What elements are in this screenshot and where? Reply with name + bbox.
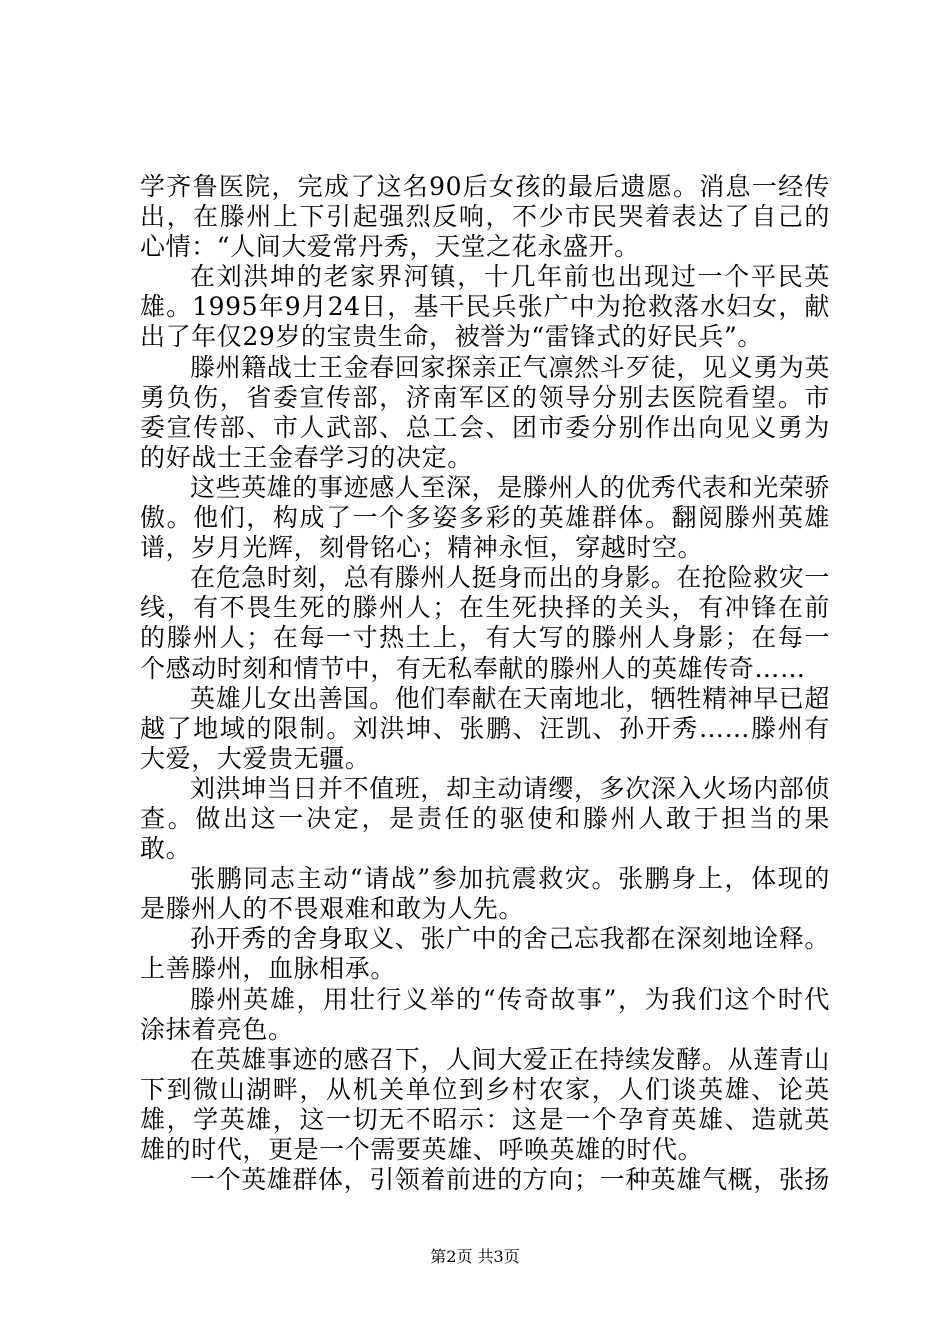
paragraph: 这些英雄的事迹感人至深，是滕州人的优秀代表和光荣骄傲。他们，构成了一个多姿多彩的英雄群体。翻阅滕州英雄谱，岁月光辉，刻骨铭心；精神永恒，穿越时空。 xyxy=(140,472,831,563)
paragraph: 学齐鲁医院，完成了这名90后女孩的最后遗愿。消息一经传出，在滕州上下引起强烈反响，不少市民哭着表达了自己的心情：“人间大爱常丹秀，天堂之花永盛开。 xyxy=(140,172,830,262)
document-body xyxy=(140,172,830,1195)
paragraph: 英雄儿女出善国。他们奉献在天南地北，牺牲精神早已超越了地域的限制。刘洪坤、张鹏、汪凯、孙开秀……滕州有大爱，大爱贵无疆。 xyxy=(140,683,831,773)
paragraph: 孙开秀的舍身取义、张广中的舍己忘我都在深刻地诠释。上善滕州，血脉相承。 xyxy=(140,924,831,984)
paragraph: 张鹏同志主动“请战”参加抗震救灾。张鹏身上，体现的是滕州人的不畏艰难和敢为人先。 xyxy=(140,864,830,924)
paragraph: 一个英雄群体，引领着前进的方向；一种英雄气概，张扬 xyxy=(190,1165,831,1195)
paragraph: 刘洪坤当日并不值班，却主动请缨，多次深入火场内部侦查。做出这一决定，是责任的驱使和滕州人敢于担当的果敢。 xyxy=(140,773,831,864)
paragraph: 在刘洪坤的老家界河镇，十几年前也出现过一个平民英雄。1995年9月24日，基干民兵张广中为抢救落水妇女，献出了年仅29岁的宝贵生命，被誉为“雷锋式的好民兵”。 xyxy=(140,262,830,352)
page-number-footer: 第2页 共3页 xyxy=(430,1247,520,1266)
paragraph: 滕州籍战士王金春回家探亲正气凛然斗歹徒，见义勇为英勇负伤，省委宣传部，济南军区的领导分别去医院看望。市委宣传部、市人武部、总工会、团市委分别作出向见义勇为的好战士王金春学习的决定。 xyxy=(140,352,831,472)
paragraph: 滕州英雄，用壮行义举的“传奇故事”，为我们这个时代涂抹着亮色。 xyxy=(140,984,830,1044)
paragraph: 在英雄事迹的感召下，人间大爱正在持续发酵。从莲青山下到微山湖畔，从机关单位到乡村农家，人们谈英雄、论英雄，学英雄，这一切无不昭示：这是一个孕育英雄、造就英雄的时代，更是一个需要英雄、呼唤英雄的时代。 xyxy=(140,1044,831,1164)
paragraph: 在危急时刻，总有滕州人挺身而出的身影。在抢险救灾一线，有不畏生死的滕州人；在生死抉择的关头，有冲锋在前的滕州人；在每一寸热土上，有大写的滕州人身影；在每一个感动时刻和情节中，有无私奉献的滕州人的英雄传奇…… xyxy=(140,563,831,683)
